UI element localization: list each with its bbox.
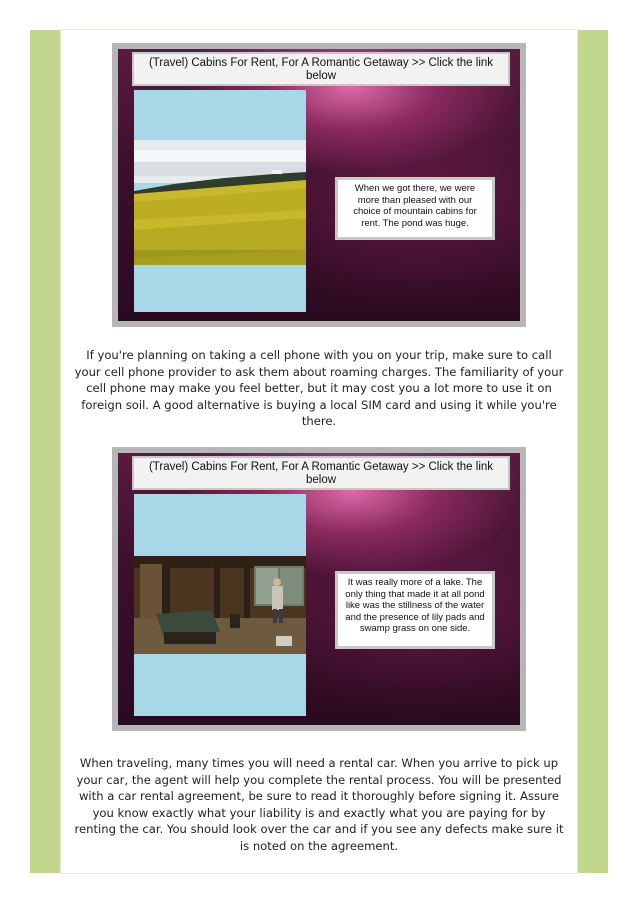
- slide-image-1: [112, 43, 526, 327]
- slide-title: (Travel) Cabins For Rent, For A Romantic Getaway >> Click the link below: [132, 456, 510, 490]
- field-landscape-image: [134, 90, 306, 312]
- slide-background: [118, 49, 520, 321]
- slide-background: [118, 453, 520, 725]
- body-paragraph-1: If you're planning on taking a cell phone with you on your trip, make sure to call your cell phone provider to ask them about roaming charges. The familiarity of your cell phone may make you feel better, but it may cost you a lot more to use it on foreign soil. A good alternative is buying a local SIM card and using it while you're there.: [74, 348, 564, 429]
- slide-caption: It was really more of a lake. The only thing that made it at all pond like was the stillness of the water and the presence of lily pads and swamp grass on one side.: [335, 571, 495, 649]
- cabin-interior-photo: [134, 494, 306, 716]
- field-photo: [134, 90, 306, 312]
- slide-title: (Travel) Cabins For Rent, For A Romantic Getaway >> Click the link below: [132, 52, 510, 86]
- cabin-interior-image: [134, 494, 306, 716]
- body-paragraph-2: When traveling, many times you will need a rental car. When you arrive to pick up your car, the agent will help you complete the rental process. You will be presented with a car rental agreement, be sure to read it thoroughly before signing it. Assure you know exactly what your liability is and exactly what you are paying for by renting the car. You should look over the car and if you see any defects make sure it is noted on the agreement.: [74, 756, 564, 853]
- slide-image-2: [112, 447, 526, 731]
- slide-caption: When we got there, we were more than pleased with our choice of mountain cabins for rent. The pond was huge.: [335, 177, 495, 240]
